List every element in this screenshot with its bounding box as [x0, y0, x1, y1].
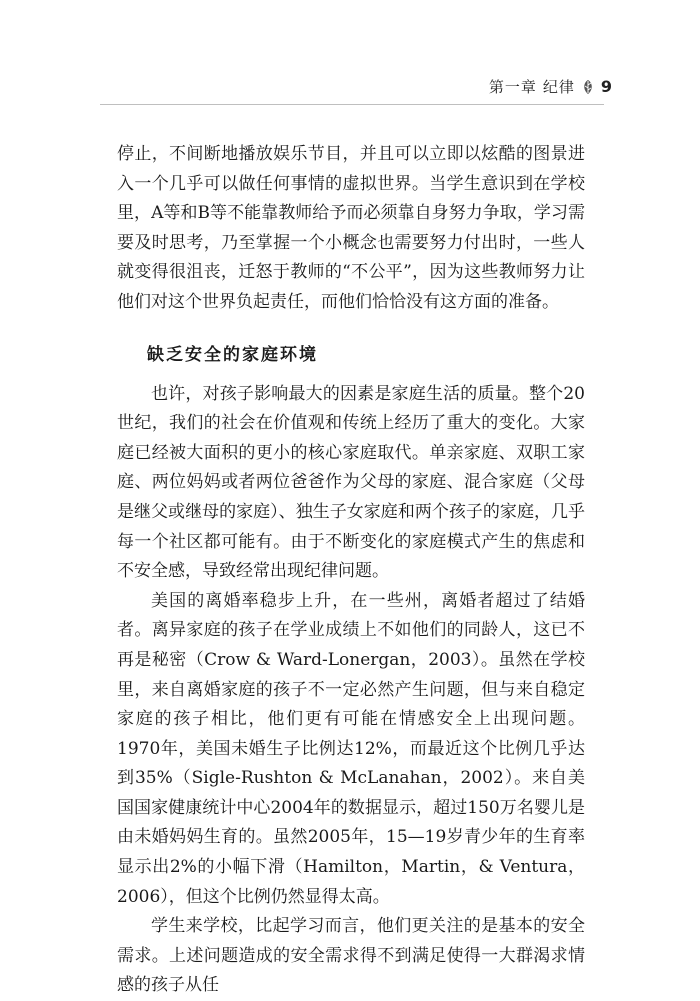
page-number: 9	[600, 77, 612, 96]
section-heading: 缺乏安全的家庭环境	[147, 344, 318, 365]
running-header	[489, 76, 612, 97]
chapter-label: 第一章	[488, 78, 537, 96]
paragraph: 美国的离婚率稳步上升，在一些州，离婚者超过了结婚者。离异家庭的孩子在学业成绩上不如他们的同龄人，这已不再是秘密（Crow & Ward-Lonergan，2003）。虽然在学校里，来自离婚家庭的孩子不一定必然产生问题，但与来自稳定家庭的孩子相比，他们更有可能在情感安全上出现问题。1970年，美国未婚生子比例达12%，而最近这个比例几乎达到35%（Sigle-Rushton & McLanahan，2002）。来自美国国家健康统计中心2004年的数据显示，超过150万名婴儿是由未婚妈妈生育的。虽然2005年，15—19岁青少年的生育率显示出2%的小幅下滑（Hamilton，Martin，& Ventura，2006），但这个比例仍然显得太高。	[117, 590, 585, 907]
chapter-title: 纪律	[542, 78, 575, 96]
leaf-ornament-icon	[581, 79, 595, 95]
paragraph: 学生来学校，比起学习而言，他们更关注的是基本的安全需求。上述问题造成的安全需求得不到满足使得一大群渴求情感的孩子从任	[117, 916, 585, 996]
paragraph-continued: 停止，不间断地播放娱乐节目，并且可以立即以炫酷的图景进入一个几乎可以做任何事情的虚拟世界。当学生意识到在学校里，A等和B等不能靠教师给予而必须靠自身努力争取，学习需要及时思考，乃至掌握一个小概念也需要努力付出时，一些人就变得很沮丧，迁怒于教师的“不公平”，因为这些教师努力让他们对这个世界负起责任，而他们恰恰没有这方面的准备。	[117, 144, 585, 312]
paragraph: 也许，对孩子影响最大的因素是家庭生活的质量。整个20世纪，我们的社会在价值观和传统上经历了重大的变化。大家庭已经被大面积的更小的核心家庭取代。单亲家庭、双职工家庭、两位妈妈或者两位爸爸作为父母的家庭、混合家庭（父母是继父或继母的家庭）、独生子女家庭和两个孩子的家庭，几乎每一个社区都可能有。由于不断变化的家庭模式产生的焦虑和不安全感，导致经常出现纪律问题。	[117, 383, 585, 582]
header-divider	[100, 104, 604, 105]
body-text	[117, 140, 585, 1001]
